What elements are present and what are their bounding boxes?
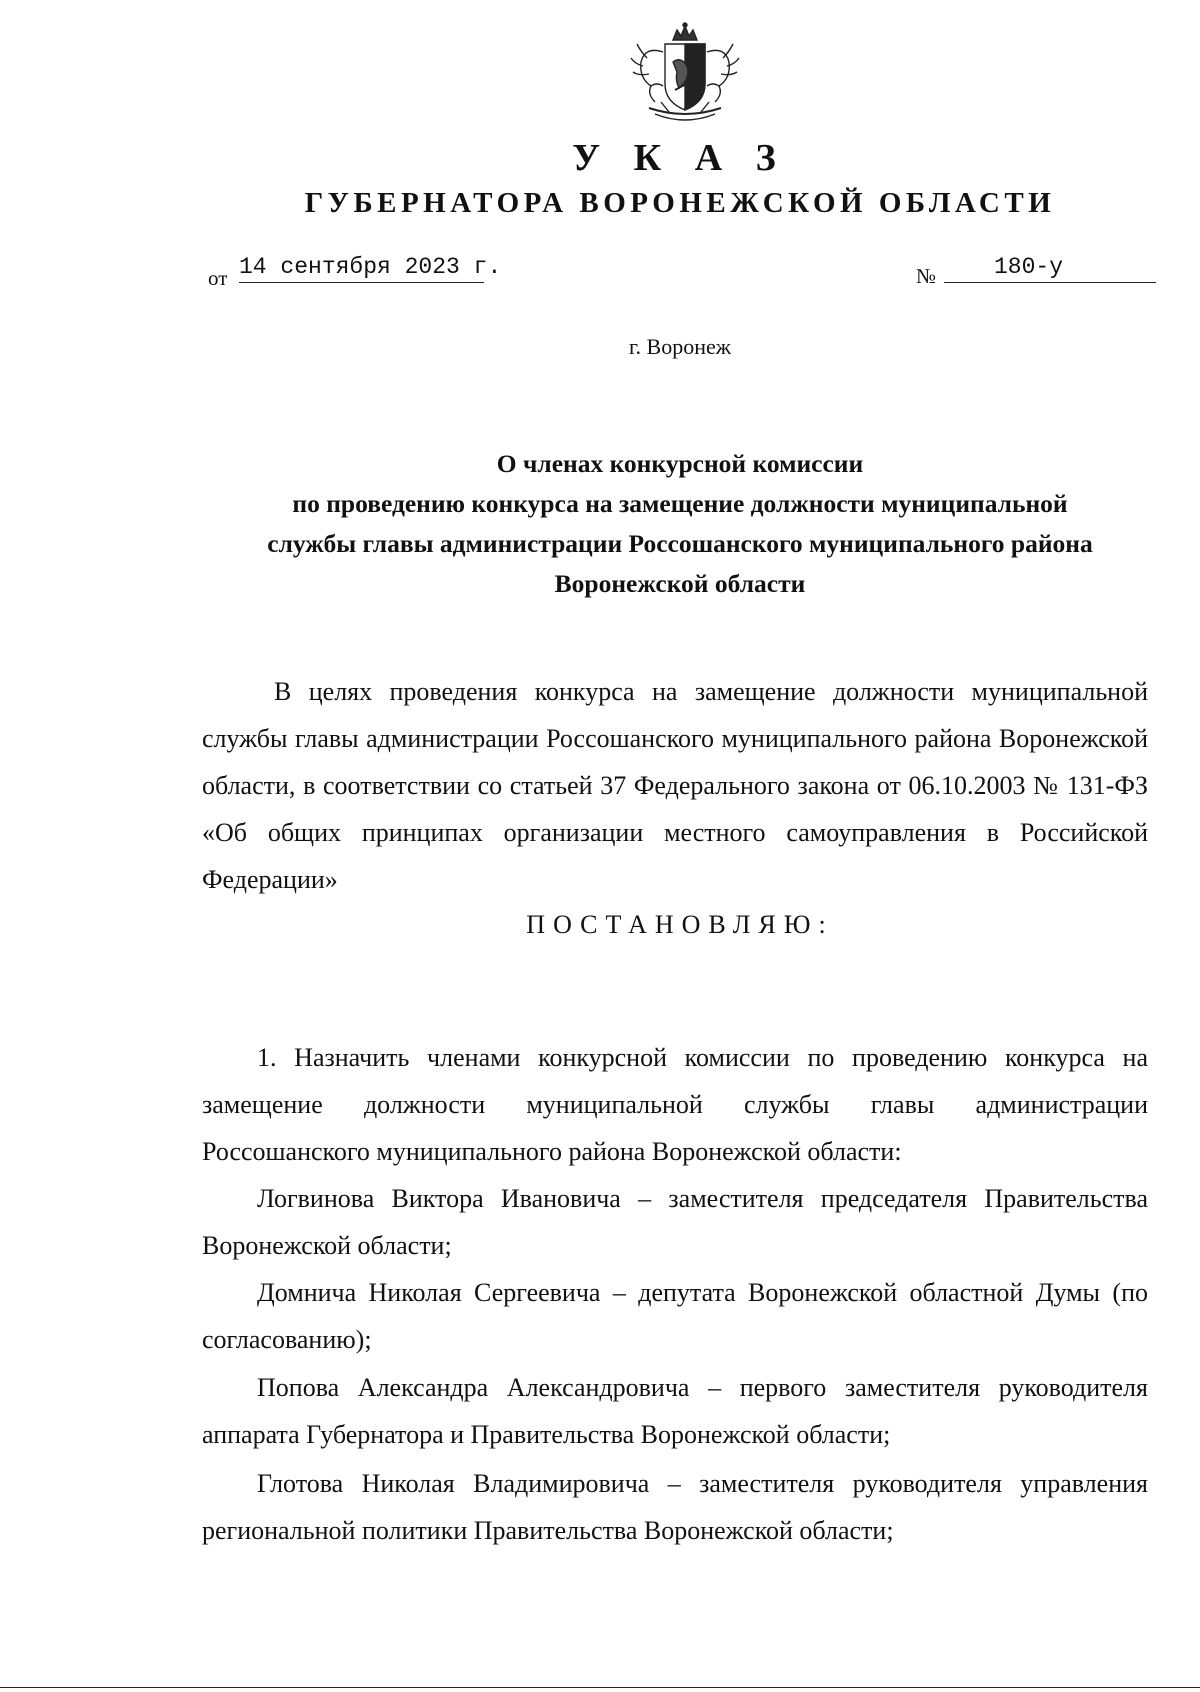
member-entry: Логвинова Виктора Ивановича – заместителя председателя Правительства Воронежской области; — [202, 1184, 1148, 1260]
item-1-paragraph: 1. Назначить членами конкурсной комиссии по проведению конкурса на замещение должности муниципальной службы главы администрации Россошанского муниципального района Воронежской области: — [202, 1043, 1148, 1166]
city-label: г. Воронеж — [629, 334, 731, 359]
intro-paragraph: В целях проведения конкурса на замещение должности муниципальной службы главы администрации Россошанского муниципального района Воронежской области, в соответствии со статьей 37 Федерального закона от 06.10.2003 № 131-ФЗ «Об общих принципах организации местного самоуправления в Российской Федерации» — [202, 677, 1148, 894]
heading-line: по проведению конкурса на замещение должности муниципальной — [292, 489, 1068, 518]
document-subtitle: ГУБЕРНАТОРА ВОРОНЕЖСКОЙ ОБЛАСТИ — [304, 187, 1056, 219]
heading-line: службы главы администрации Россошанского муниципального района — [267, 529, 1093, 558]
date-value: 14 сентября 2023 г. — [239, 252, 484, 283]
date-prefix: от — [208, 266, 228, 290]
voronezh-coat-of-arms-icon — [625, 22, 745, 128]
page-bottom-rule — [0, 1687, 1200, 1688]
heading-line: О членах конкурсной комиссии — [496, 449, 864, 478]
number-value: 180-у — [944, 252, 1156, 283]
number-prefix: № — [916, 264, 937, 288]
decree-word: ПОСТАНОВЛЯЮ: — [526, 910, 834, 939]
member-entry: Попова Александра Александровича – первого заместителя руководителя аппарата Губернатора и Правительства Воронежской области; — [202, 1373, 1148, 1449]
document-heading — [0, 444, 1200, 604]
member-entry: Глотова Николая Владимировича – заместителя руководителя управления региональной политики Правительства Воронежской области; — [202, 1469, 1148, 1545]
heading-line: Воронежской области — [554, 569, 806, 598]
document-title: У К А З — [572, 137, 788, 179]
member-entry: Домнича Николая Сергеевича – депутата Воронежской областной Думы (по согласованию); — [202, 1278, 1148, 1354]
